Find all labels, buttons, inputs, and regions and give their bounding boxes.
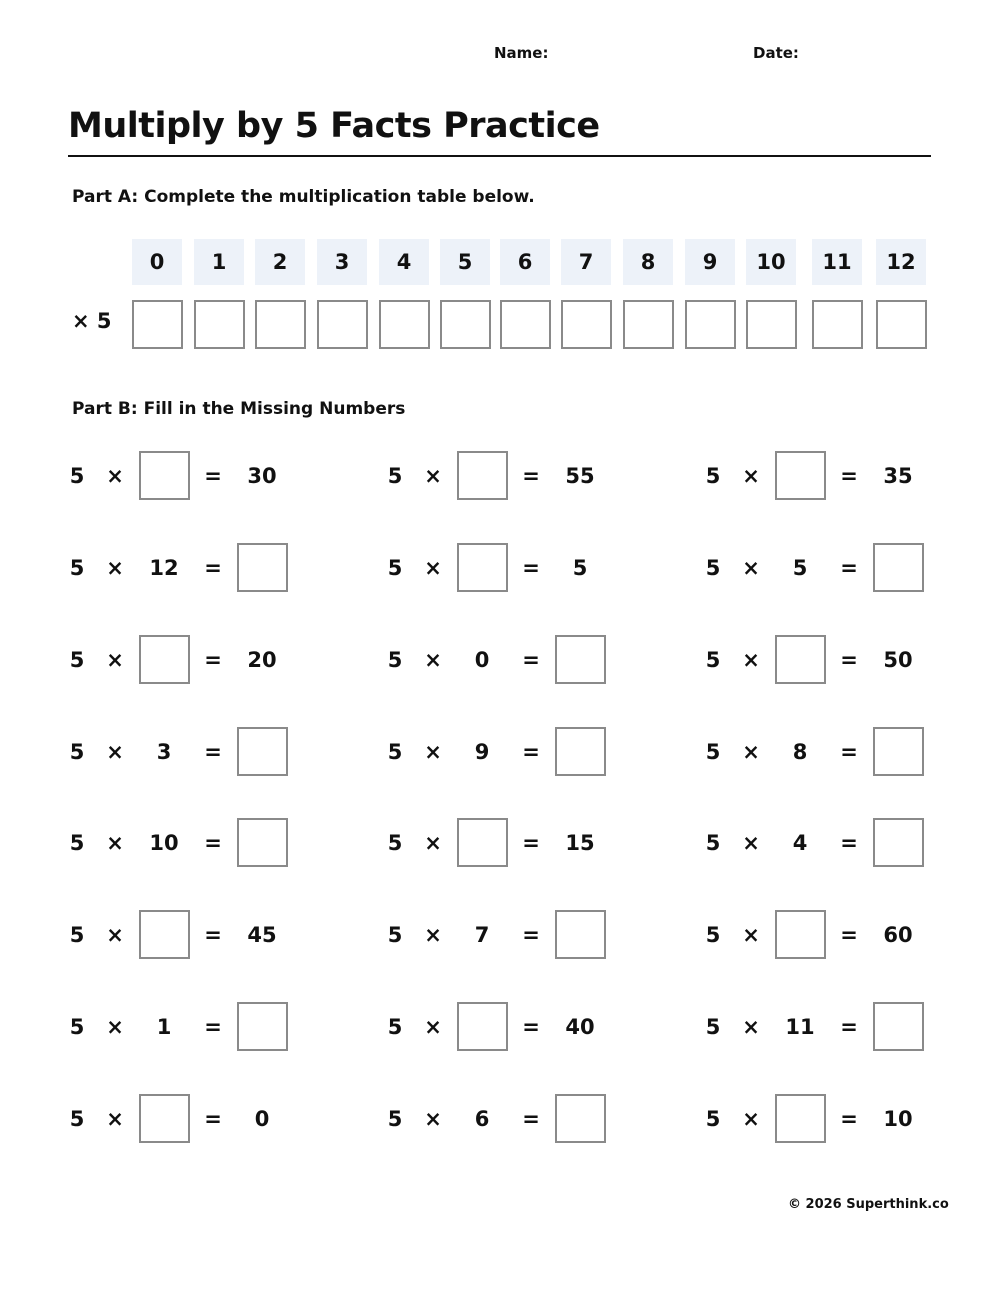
- problem-factor: 5: [705, 464, 721, 488]
- equals-sign: =: [204, 1107, 222, 1131]
- equals-sign: =: [204, 740, 222, 764]
- problem-factor: 5: [69, 923, 85, 947]
- equals-sign: =: [522, 923, 540, 947]
- table-answer-box[interactable]: [132, 300, 183, 349]
- times-sign: ×: [424, 464, 442, 488]
- problem: [702, 727, 1000, 777]
- equals-sign: =: [204, 648, 222, 672]
- problem-product: 0: [254, 1107, 270, 1131]
- equals-sign: =: [204, 923, 222, 947]
- answer-box[interactable]: [139, 451, 190, 500]
- problem: [384, 1094, 684, 1144]
- problem: [384, 910, 684, 960]
- problem: [66, 1002, 366, 1052]
- part-a-heading: Part A: Complete the multiplication table below.: [72, 187, 535, 207]
- problem: [702, 543, 1000, 593]
- answer-box[interactable]: [457, 451, 508, 500]
- equals-sign: =: [522, 740, 540, 764]
- table-answer-box[interactable]: [255, 300, 306, 349]
- problem-factor: 5: [387, 831, 403, 855]
- table-header-cell: 11: [812, 239, 862, 285]
- answer-box[interactable]: [237, 1002, 288, 1051]
- equals-sign: =: [840, 648, 858, 672]
- times-sign: ×: [106, 556, 124, 580]
- problem-factor: 9: [474, 740, 490, 764]
- table-header-cell: 12: [876, 239, 926, 285]
- answer-box[interactable]: [457, 818, 508, 867]
- table-header-cell: 10: [746, 239, 796, 285]
- times-sign: ×: [424, 923, 442, 947]
- table-header-cell: 6: [500, 239, 550, 285]
- equals-sign: =: [204, 556, 222, 580]
- problem-factor: 5: [69, 1107, 85, 1131]
- answer-box[interactable]: [873, 543, 924, 592]
- problem-factor: 5: [69, 740, 85, 764]
- problem-product: 55: [565, 464, 595, 488]
- equals-sign: =: [840, 464, 858, 488]
- answer-box[interactable]: [775, 635, 826, 684]
- problem-factor: 5: [705, 1107, 721, 1131]
- equals-sign: =: [522, 648, 540, 672]
- times-sign: ×: [742, 556, 760, 580]
- table-answer-box[interactable]: [317, 300, 368, 349]
- problem-product: 45: [247, 923, 277, 947]
- problem-factor: 5: [69, 648, 85, 672]
- times-sign: ×: [106, 1015, 124, 1039]
- times-sign: ×: [742, 464, 760, 488]
- answer-box[interactable]: [873, 727, 924, 776]
- equals-sign: =: [522, 556, 540, 580]
- table-row-label: × 5: [72, 309, 112, 333]
- problem-factor: 5: [705, 556, 721, 580]
- problem-product: 35: [883, 464, 913, 488]
- times-sign: ×: [106, 1107, 124, 1131]
- answer-box[interactable]: [555, 1094, 606, 1143]
- answer-box[interactable]: [457, 543, 508, 592]
- equals-sign: =: [522, 831, 540, 855]
- problem: [66, 910, 366, 960]
- table-answer-box[interactable]: [561, 300, 612, 349]
- times-sign: ×: [424, 556, 442, 580]
- problem: [384, 543, 684, 593]
- answer-box[interactable]: [555, 727, 606, 776]
- table-answer-box[interactable]: [876, 300, 927, 349]
- equals-sign: =: [522, 464, 540, 488]
- times-sign: ×: [742, 740, 760, 764]
- problem-product: 15: [565, 831, 595, 855]
- problem: [66, 635, 366, 685]
- table-header-cell: 4: [379, 239, 429, 285]
- table-header-cell: 3: [317, 239, 367, 285]
- problem-factor: 8: [792, 740, 808, 764]
- equals-sign: =: [840, 1107, 858, 1131]
- problem: [702, 635, 1000, 685]
- answer-box[interactable]: [457, 1002, 508, 1051]
- table-answer-box[interactable]: [812, 300, 863, 349]
- problem: [66, 451, 366, 501]
- problem-factor: 5: [792, 556, 808, 580]
- date-label: Date:: [753, 44, 799, 62]
- times-sign: ×: [742, 831, 760, 855]
- table-header-cell: 7: [561, 239, 611, 285]
- problem: [702, 1094, 1000, 1144]
- times-sign: ×: [106, 740, 124, 764]
- title-divider: [68, 155, 931, 157]
- problem-factor: 5: [69, 1015, 85, 1039]
- equals-sign: =: [840, 923, 858, 947]
- answer-box[interactable]: [873, 818, 924, 867]
- times-sign: ×: [742, 923, 760, 947]
- times-sign: ×: [106, 831, 124, 855]
- times-sign: ×: [424, 1107, 442, 1131]
- answer-box[interactable]: [873, 1002, 924, 1051]
- name-label: Name:: [494, 44, 549, 62]
- answer-box[interactable]: [139, 910, 190, 959]
- problem-factor: 4: [792, 831, 808, 855]
- problem-factor: 12: [149, 556, 179, 580]
- problem: [66, 727, 366, 777]
- problem: [702, 451, 1000, 501]
- table-header-cell: 5: [440, 239, 490, 285]
- problem-factor: 5: [387, 923, 403, 947]
- answer-box[interactable]: [237, 543, 288, 592]
- problem-product: 30: [247, 464, 277, 488]
- copyright-text: © 2026 Superthink.co: [788, 1197, 949, 1212]
- problem-factor: 5: [705, 648, 721, 672]
- problem: [66, 1094, 366, 1144]
- times-sign: ×: [424, 1015, 442, 1039]
- problem-product: 5: [572, 556, 588, 580]
- problem-product: 60: [883, 923, 913, 947]
- problem: [384, 1002, 684, 1052]
- equals-sign: =: [840, 1015, 858, 1039]
- times-sign: ×: [742, 1107, 760, 1131]
- equals-sign: =: [840, 556, 858, 580]
- times-sign: ×: [106, 648, 124, 672]
- equals-sign: =: [840, 740, 858, 764]
- problem-factor: 5: [69, 831, 85, 855]
- table-header-cell: 1: [194, 239, 244, 285]
- problem-factor: 1: [156, 1015, 172, 1039]
- problem-factor: 5: [387, 464, 403, 488]
- problem-factor: 7: [474, 923, 490, 947]
- problem: [66, 543, 366, 593]
- problem-product: 40: [565, 1015, 595, 1039]
- page-title: Multiply by 5 Facts Practice: [68, 106, 600, 146]
- times-sign: ×: [742, 1015, 760, 1039]
- equals-sign: =: [840, 831, 858, 855]
- table-answer-box[interactable]: [379, 300, 430, 349]
- problem: [384, 451, 684, 501]
- answer-box[interactable]: [139, 635, 190, 684]
- problem: [384, 635, 684, 685]
- times-sign: ×: [106, 464, 124, 488]
- problem-factor: 0: [474, 648, 490, 672]
- equals-sign: =: [522, 1107, 540, 1131]
- times-sign: ×: [424, 648, 442, 672]
- problem-factor: 6: [474, 1107, 490, 1131]
- table-header-cell: 2: [255, 239, 305, 285]
- problem-factor: 5: [705, 923, 721, 947]
- problem-factor: 5: [705, 1015, 721, 1039]
- table-answer-box[interactable]: [685, 300, 736, 349]
- table-header-cell: 8: [623, 239, 673, 285]
- answer-box[interactable]: [555, 635, 606, 684]
- problem-factor: 11: [785, 1015, 815, 1039]
- problem: [702, 818, 1000, 868]
- problem-product: 50: [883, 648, 913, 672]
- problem-factor: 5: [387, 1015, 403, 1039]
- table-answer-box[interactable]: [440, 300, 491, 349]
- answer-box[interactable]: [775, 1094, 826, 1143]
- problem: [702, 910, 1000, 960]
- answer-box[interactable]: [775, 910, 826, 959]
- table-header-cell: 0: [132, 239, 182, 285]
- answer-box[interactable]: [775, 451, 826, 500]
- problem-factor: 5: [705, 740, 721, 764]
- table-answer-box[interactable]: [746, 300, 797, 349]
- problem-factor: 5: [69, 464, 85, 488]
- problem-factor: 5: [705, 831, 721, 855]
- problem: [702, 1002, 1000, 1052]
- problem: [384, 818, 684, 868]
- equals-sign: =: [204, 831, 222, 855]
- table-header-cell: 9: [685, 239, 735, 285]
- problem: [66, 818, 366, 868]
- table-answer-box[interactable]: [194, 300, 245, 349]
- equals-sign: =: [522, 1015, 540, 1039]
- problem-product: 20: [247, 648, 277, 672]
- answer-box[interactable]: [237, 818, 288, 867]
- table-answer-box[interactable]: [623, 300, 674, 349]
- problem-factor: 5: [387, 648, 403, 672]
- times-sign: ×: [424, 740, 442, 764]
- answer-box[interactable]: [139, 1094, 190, 1143]
- equals-sign: =: [204, 1015, 222, 1039]
- times-sign: ×: [742, 648, 760, 672]
- problem-factor: 10: [149, 831, 179, 855]
- answer-box[interactable]: [555, 910, 606, 959]
- problem-factor: 5: [387, 556, 403, 580]
- table-answer-box[interactable]: [500, 300, 551, 349]
- problem-factor: 5: [69, 556, 85, 580]
- problem-factor: 5: [387, 740, 403, 764]
- problem-factor: 3: [156, 740, 172, 764]
- answer-box[interactable]: [237, 727, 288, 776]
- equals-sign: =: [204, 464, 222, 488]
- problem: [384, 727, 684, 777]
- times-sign: ×: [106, 923, 124, 947]
- problem-factor: 5: [387, 1107, 403, 1131]
- times-sign: ×: [424, 831, 442, 855]
- problem-product: 10: [883, 1107, 913, 1131]
- part-b-heading: Part B: Fill in the Missing Numbers: [72, 399, 406, 419]
